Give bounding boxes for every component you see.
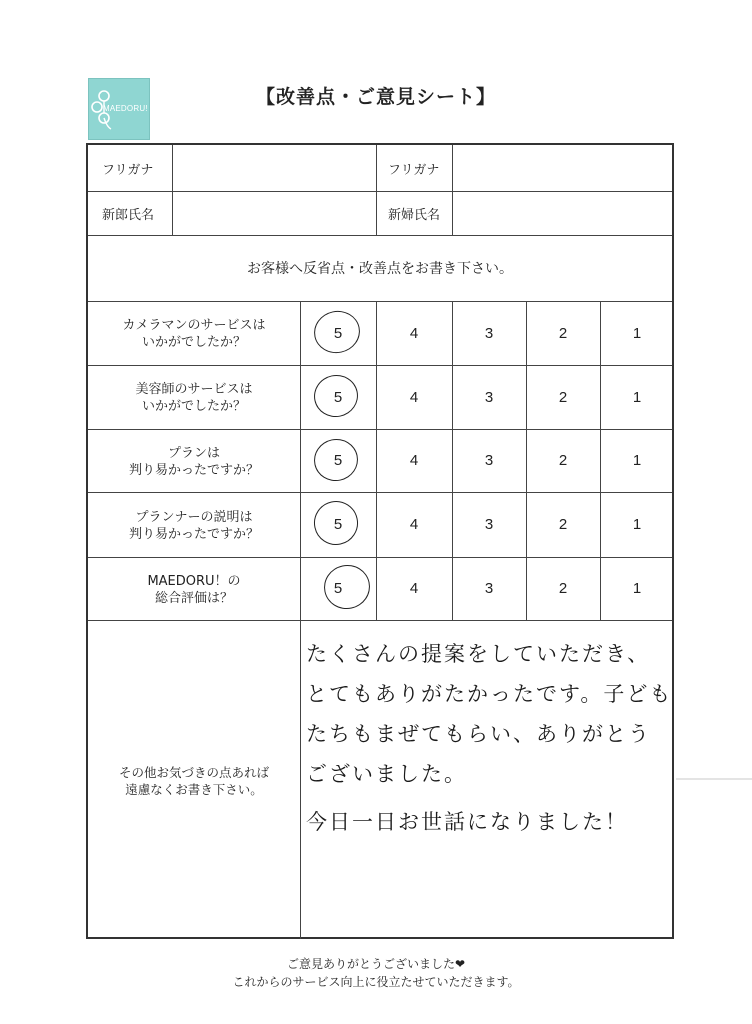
rating-option-1[interactable]: 1 xyxy=(632,516,642,533)
groom-furigana-label: フリガナ xyxy=(102,163,154,178)
comment-line: たちもまぜてもらい、ありがとう xyxy=(306,722,651,746)
bride-name-field[interactable] xyxy=(454,193,672,233)
rating-option-1[interactable]: 1 xyxy=(632,324,642,342)
rating-option-5[interactable]: 5 xyxy=(333,516,343,533)
question-camera: カメラマンのサービスは いかがでしたか？ xyxy=(122,318,266,350)
rating-option-3[interactable]: 3 xyxy=(484,580,494,597)
rating-option-2[interactable]: 2 xyxy=(558,580,568,597)
rating-option-5[interactable]: 5 xyxy=(333,388,343,406)
bride-furigana-label: フリガナ xyxy=(388,163,440,178)
comment-line: たくさんの提案をしていただき、 xyxy=(306,642,651,666)
rating-option-5[interactable]: 5 xyxy=(333,324,343,342)
question-overall: MAEDORU！の 総合評価は？ xyxy=(147,573,241,606)
rating-option-2[interactable]: 2 xyxy=(558,324,568,342)
rating-option-2[interactable]: 2 xyxy=(558,516,568,533)
comment-line: 今日一日お世話になりました！ xyxy=(306,810,628,834)
rating-option-4[interactable]: 4 xyxy=(409,324,419,342)
bride-name-label: 新婦氏名 xyxy=(388,208,441,223)
rating-option-5[interactable]: 5 xyxy=(333,580,343,597)
bride-furigana-field[interactable] xyxy=(454,147,672,189)
groom-furigana-field[interactable] xyxy=(174,147,374,189)
comments-field[interactable] xyxy=(302,622,672,939)
feedback-form xyxy=(86,143,674,939)
instruction-text: お客様へ反省点・改善点をお書き下さい。 xyxy=(247,260,513,277)
rating-option-5[interactable]: 5 xyxy=(333,452,343,469)
rating-option-1[interactable]: 1 xyxy=(632,388,642,406)
rating-option-3[interactable]: 3 xyxy=(484,324,494,342)
rating-option-4[interactable]: 4 xyxy=(409,452,419,469)
comment-line: ございました。 xyxy=(306,762,467,786)
rating-option-3[interactable]: 3 xyxy=(484,452,494,469)
question-planner: プランナーの説明は 判り易かったですか？ xyxy=(128,509,259,542)
question-beautician: 美容師のサービスは いかがでしたか？ xyxy=(135,382,253,414)
groom-name-field[interactable] xyxy=(174,193,374,233)
page-title: 【改善点・ご意見シート】 xyxy=(255,86,496,108)
comment-line: とてもありがたかったです。子ども xyxy=(306,682,673,706)
rating-option-1[interactable]: 1 xyxy=(632,580,642,597)
footer-thanks: ご意見ありがとうございました❤ xyxy=(286,957,466,971)
rating-option-1[interactable]: 1 xyxy=(632,452,642,469)
rating-option-2[interactable]: 2 xyxy=(558,388,568,406)
rating-option-4[interactable]: 4 xyxy=(409,388,419,406)
rating-option-3[interactable]: 3 xyxy=(484,516,494,533)
comments-label: その他お気づきの点あれば 遠慮なくお書き下さい。 xyxy=(118,764,269,797)
groom-name-label: 新郎氏名 xyxy=(102,208,155,223)
rating-option-4[interactable]: 4 xyxy=(409,516,419,533)
footer-note: これからのサービス向上に役立たせていただきます。 xyxy=(232,975,520,989)
rating-option-4[interactable]: 4 xyxy=(409,580,419,597)
logo-text: MAEDORU! xyxy=(103,104,148,113)
question-plan: プランは 判り易かったですか？ xyxy=(128,445,259,478)
scan-artifact xyxy=(676,778,752,780)
rating-option-3[interactable]: 3 xyxy=(484,388,494,406)
rating-option-2[interactable]: 2 xyxy=(558,452,568,469)
